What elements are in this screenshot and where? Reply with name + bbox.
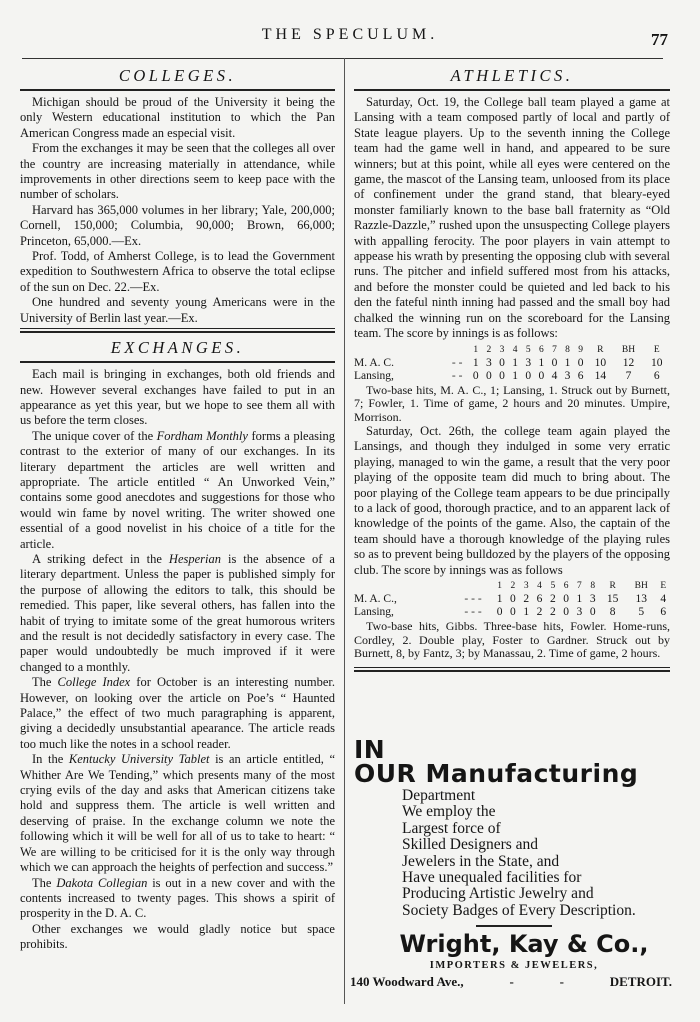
exchanges-paragraph: [20, 876, 335, 922]
score-cell: 10: [594, 356, 607, 369]
score-cell: 1: [564, 356, 571, 369]
score-header-row: [354, 580, 670, 593]
colleges-paragraph: Prof. Todd, of Amherst College, is to lead the Government expedition to Southwestern Africa to observe the total eclipse of the sun on Dec. 22.—Ex.: [20, 249, 335, 294]
ad-firm-subtitle: IMPORTERS & JEWELERS,: [429, 960, 599, 972]
colleges-paragraph: From the exchanges it may be seen that the colleges all over the country are increasing materially in attendance, while improvements in other directions seem to keep pace with the number of scholars.: [20, 141, 335, 202]
col-header: 4: [512, 344, 518, 355]
text: for October is an interesting number. However, on looking over the article on Poe’s “ Haunted Palace,” the effect of two much paragraphing is apparent, giving a decidedly unsubstantial apearance. The article reads too much like the notes in a school reader.: [20, 675, 336, 751]
col-header: E: [660, 581, 667, 592]
ad-firm-name: Wright, Kay & Co.,: [399, 930, 649, 959]
score-cell: 3: [564, 369, 571, 382]
col-header: 1: [473, 344, 479, 355]
text: The unique cover of the: [32, 428, 157, 443]
score-cell: 2: [523, 593, 530, 606]
running-head: [0, 26, 700, 48]
colleges-paragraph: Harvard has 365,000 volumes in her library; Yale, 200,000; Cornell, 150,000; Columbia, 90,000; Brown, 66,000; Princeton, 65,000.—Ex.: [20, 202, 335, 248]
ad-body-line: Skilled Designers and: [402, 836, 539, 854]
team-name: M. A. C.: [354, 356, 394, 369]
team-name: Lansing,: [354, 606, 394, 619]
score-cell: 4: [660, 593, 667, 606]
ad-city: DETROIT.: [609, 974, 672, 990]
score-row: [354, 606, 670, 619]
col-header: 5: [525, 344, 531, 355]
score-cell: 0: [499, 369, 505, 382]
score-cell: 0: [510, 593, 516, 606]
col-header: 6: [538, 344, 544, 355]
ad-address: [350, 974, 672, 990]
score-row: [354, 593, 670, 606]
score-row: [354, 357, 670, 370]
colleges-section: [20, 95, 335, 326]
game2-summary: Two-base hits, Gibbs. Three-base hits, Fowler. Home-runs, Cordley, 2. Double play, Foster to Gardner. Struck out by Burnett, 8, by Fantz, 3; by Manassau, 2. Time of game, 2 hours.: [354, 619, 670, 661]
text: In the: [32, 752, 69, 767]
publication-title: THE SPECULUM.: [261, 26, 439, 43]
score-cell: 3: [486, 356, 492, 369]
text: A striking defect in the: [32, 551, 169, 566]
leader-dashes: - -: [451, 369, 463, 382]
col-header: 7: [552, 344, 557, 355]
page-number: 77: [651, 30, 668, 49]
score-cell: 0: [563, 593, 569, 606]
score-cell: 15: [606, 593, 619, 606]
ad-body-line: Department: [402, 787, 476, 804]
publication-name: Dakota Collegian: [56, 875, 148, 890]
score-cell: 1: [472, 356, 479, 369]
score-cell: 3: [525, 356, 532, 369]
text: is out in a new cover and with the contents increased to twenty pages. This shows a spirit of prosperity in the D. A. C.: [20, 875, 335, 921]
score-cell: 14: [594, 369, 607, 382]
ad-body-line: Have unequaled facilities for: [402, 869, 582, 887]
score-cell: 0: [486, 369, 492, 382]
text: is the absence of a literary department. Unless the paper is published simply for the purpose of allowing the editors to talk, this should be remedied. This paper, like several others, has fallen into the habit of trying to imitate some of the great humorous writers and the result is not decidedly satisfactory in every case. The paper would undoubtedly be much improved if it were changed to a monthly.: [20, 551, 335, 674]
score-cell: 7: [625, 369, 632, 382]
score-cell: 0: [538, 369, 545, 382]
col-header: 3: [523, 581, 529, 592]
game1-summary: Two-base hits, M. A. C., 1; Lansing, 1. Struck out by Burnett, 7; Fowler, 1. Time of game, 2 hours and 20 minutes. Umpire, Morrison.: [354, 382, 670, 424]
col-header: 4: [537, 581, 542, 592]
publication-name: Kentucky University Tablet: [68, 752, 210, 767]
text: The: [32, 675, 58, 690]
advertisement-divider-rule: [354, 667, 670, 672]
game2-score-table: [354, 580, 670, 619]
col-header: R: [609, 581, 616, 592]
score-cell: 10: [651, 356, 663, 369]
left-column: [20, 58, 335, 953]
team-header: [354, 580, 453, 593]
publication-name: Hesperian: [168, 551, 221, 566]
score-cell: 0: [472, 369, 479, 382]
exchanges-rule: [20, 361, 335, 363]
score-cell: 2: [549, 593, 556, 606]
section-divider-rule: [20, 328, 335, 333]
exchanges-paragraph: [20, 675, 335, 752]
col-header: BH: [634, 581, 648, 592]
ad-body-line: Jewelers in the State, and: [402, 852, 560, 870]
exchanges-heading: EXCHANGES.: [110, 338, 245, 358]
score-cell: 1: [523, 606, 530, 619]
exchanges-section: [20, 367, 335, 952]
game2-report: Saturday, Oct. 26th, the college team again played the Lansings, and though they indulged in some very erratic playing, managed to win the game, a result that the very poor playing of the opposite team did much to bring about. The poor playing of the College team appears to be due principally to a lack of good, thorough practice, and to an apparent lack of knowledge of the points of the game. Also, the captain of the team should have a thorough knowledge of the playing rules so as to prevent being bulldozed by the players of the opposing club. The score by innings was as follows: [354, 424, 670, 577]
score-cell: 1: [538, 356, 545, 369]
score-cell: 6: [653, 369, 660, 382]
col-header: 8: [565, 344, 570, 355]
score-cell: 0: [525, 369, 532, 382]
jeweler-advertisement: [350, 735, 674, 990]
col-header: 7: [577, 581, 582, 592]
score-header-row: [354, 344, 670, 357]
col-header: 8: [590, 581, 596, 592]
score-cell: 13: [635, 593, 647, 606]
col-header: E: [653, 344, 660, 355]
ad-headline-line2: OUR Manufacturing: [354, 759, 639, 788]
exchanges-paragraph: [20, 429, 335, 552]
score-cell: 1: [512, 369, 518, 382]
dash-header: [445, 344, 469, 357]
exchanges-paragraph: Each mail is bringing in exchanges, both old friends and new. However several exchanges have failed to put in an appearance as yet this year, but we hope to see them all with us before the term closes.: [20, 367, 335, 428]
ad-short-rule: [476, 925, 552, 927]
score-cell: 3: [589, 593, 596, 606]
score-cell: 2: [549, 606, 556, 619]
score-cell: 6: [536, 593, 543, 606]
score-cell: 0: [496, 606, 503, 619]
col-header: 1: [497, 581, 502, 592]
exchanges-paragraph: [20, 552, 335, 675]
col-header: 2: [510, 581, 516, 592]
score-cell: 1: [576, 593, 583, 606]
exchanges-paragraph: Other exchanges we would gladly notice but space prohibits.: [20, 921, 335, 952]
right-column: [354, 58, 670, 675]
ad-body-line: Largest force of: [402, 819, 501, 837]
colleges-paragraph: Michigan should be proud of the University it being the only Western educational institution to which the Pan American Congress made an especial visit.: [20, 95, 335, 140]
score-cell: 5: [638, 606, 645, 619]
leader-dashes: - -: [451, 356, 463, 369]
game1-report: Saturday, Oct. 19, the College ball team played a game at Lansing with a team composed partly of local and partly of State league players. Up to the seventh inning the College team had the game well in hand, and appeared to be sure winners; but at this point, while all eyes were centered on the game, the mascot of the Lansing team, unloosed from its place of confinement under the grand stand, that bleary-eyed monster familiarly known to the base ball fraternity as “Old Razzle-Dazzle,” rushed upon the unsuspecting College players with appalling ferocity. The poor players in vain attempt to appease his wrath by presenting the opposing club with several runs. The pitcher and infield suffered most from his attacks, and before the monster could be quieted and led back to his den the fateful ninth inning had passed and the small boy had chalked the winning run on the scoreboard for the Lansing team. The score by innings is as follows:: [354, 95, 670, 341]
score-cell: 8: [609, 606, 616, 619]
col-header: 5: [550, 581, 556, 592]
score-cell: 1: [512, 356, 518, 369]
game1-score-table: [354, 344, 670, 383]
col-header: R: [597, 344, 604, 355]
col-header: 2: [486, 344, 492, 355]
ad-body-line: We employ the: [402, 803, 496, 821]
score-cell: 0: [510, 606, 516, 619]
text: forms a pleasing contrast to the exterior of many of our exchanges. In its literary department the articles are well written and appropriate. The article entitled “ An Unworked Vein,” contains some good anecdotes and suggestions for those who would win fame by novel writing. The writer showed one essential of a good novelist in his choice of a title for the article.: [20, 428, 335, 551]
leader-dashes: - - -: [464, 606, 482, 619]
colleges-paragraph: One hundred and seventy young Americans were in the University of Berlin last year.—Ex.: [20, 295, 335, 325]
score-cell: 0: [563, 606, 569, 619]
ad-body-line: Society Badges of Every Description.: [402, 901, 636, 919]
score-row: [354, 370, 670, 383]
ad-body: [402, 788, 674, 919]
col-header: 9: [578, 344, 584, 355]
dash-header: [453, 580, 493, 593]
score-cell: 6: [660, 606, 667, 619]
score-cell: 2: [536, 606, 543, 619]
score-cell: 0: [499, 356, 505, 369]
score-cell: 0: [551, 356, 558, 369]
colleges-rule: [20, 89, 335, 91]
team-name: M. A. C.,: [354, 593, 397, 606]
col-header: 3: [499, 344, 505, 355]
colleges-heading: COLLEGES.: [118, 66, 237, 85]
ad-separator: -: [509, 974, 514, 990]
ad-headline-line1: IN: [354, 735, 386, 764]
score-cell: 3: [576, 606, 583, 619]
score-cell: 4: [551, 369, 558, 382]
team-header: [354, 344, 445, 357]
leader-dashes: - - -: [464, 593, 482, 606]
ad-body-line: Producing Artistic Jewelry and: [402, 885, 594, 903]
ad-separator: -: [559, 974, 564, 990]
exchanges-paragraph: [20, 752, 335, 875]
athletics-heading: ATHLETICS.: [450, 66, 574, 85]
col-header: BH: [621, 344, 636, 355]
athletics-rule: [354, 89, 670, 91]
column-divider: [344, 58, 345, 1004]
score-cell: 0: [577, 356, 584, 369]
score-cell: 1: [496, 593, 503, 606]
score-cell: 0: [589, 606, 596, 619]
text: The: [32, 875, 57, 890]
publication-name: College Index: [57, 675, 131, 690]
publication-name: Fordham Monthly: [156, 428, 248, 443]
score-cell: 6: [577, 369, 584, 382]
score-cell: 12: [622, 356, 635, 369]
text: is an article entitled, “ Whither Are We Tending,” which presents many of the most crying evils of the day and asks that American citizens take hold and suppress them. The article is well written and deserving of praise. In the exchange column we note the following which it will be well for all of us to take to heart: “ We are willing to be criticised for it is the only way through which we can approach the heights of perfection and success.”: [20, 752, 335, 875]
col-header: 6: [563, 581, 569, 592]
team-name: Lansing,: [354, 369, 394, 382]
ad-street: 140 Woodward Ave.,: [350, 974, 464, 990]
